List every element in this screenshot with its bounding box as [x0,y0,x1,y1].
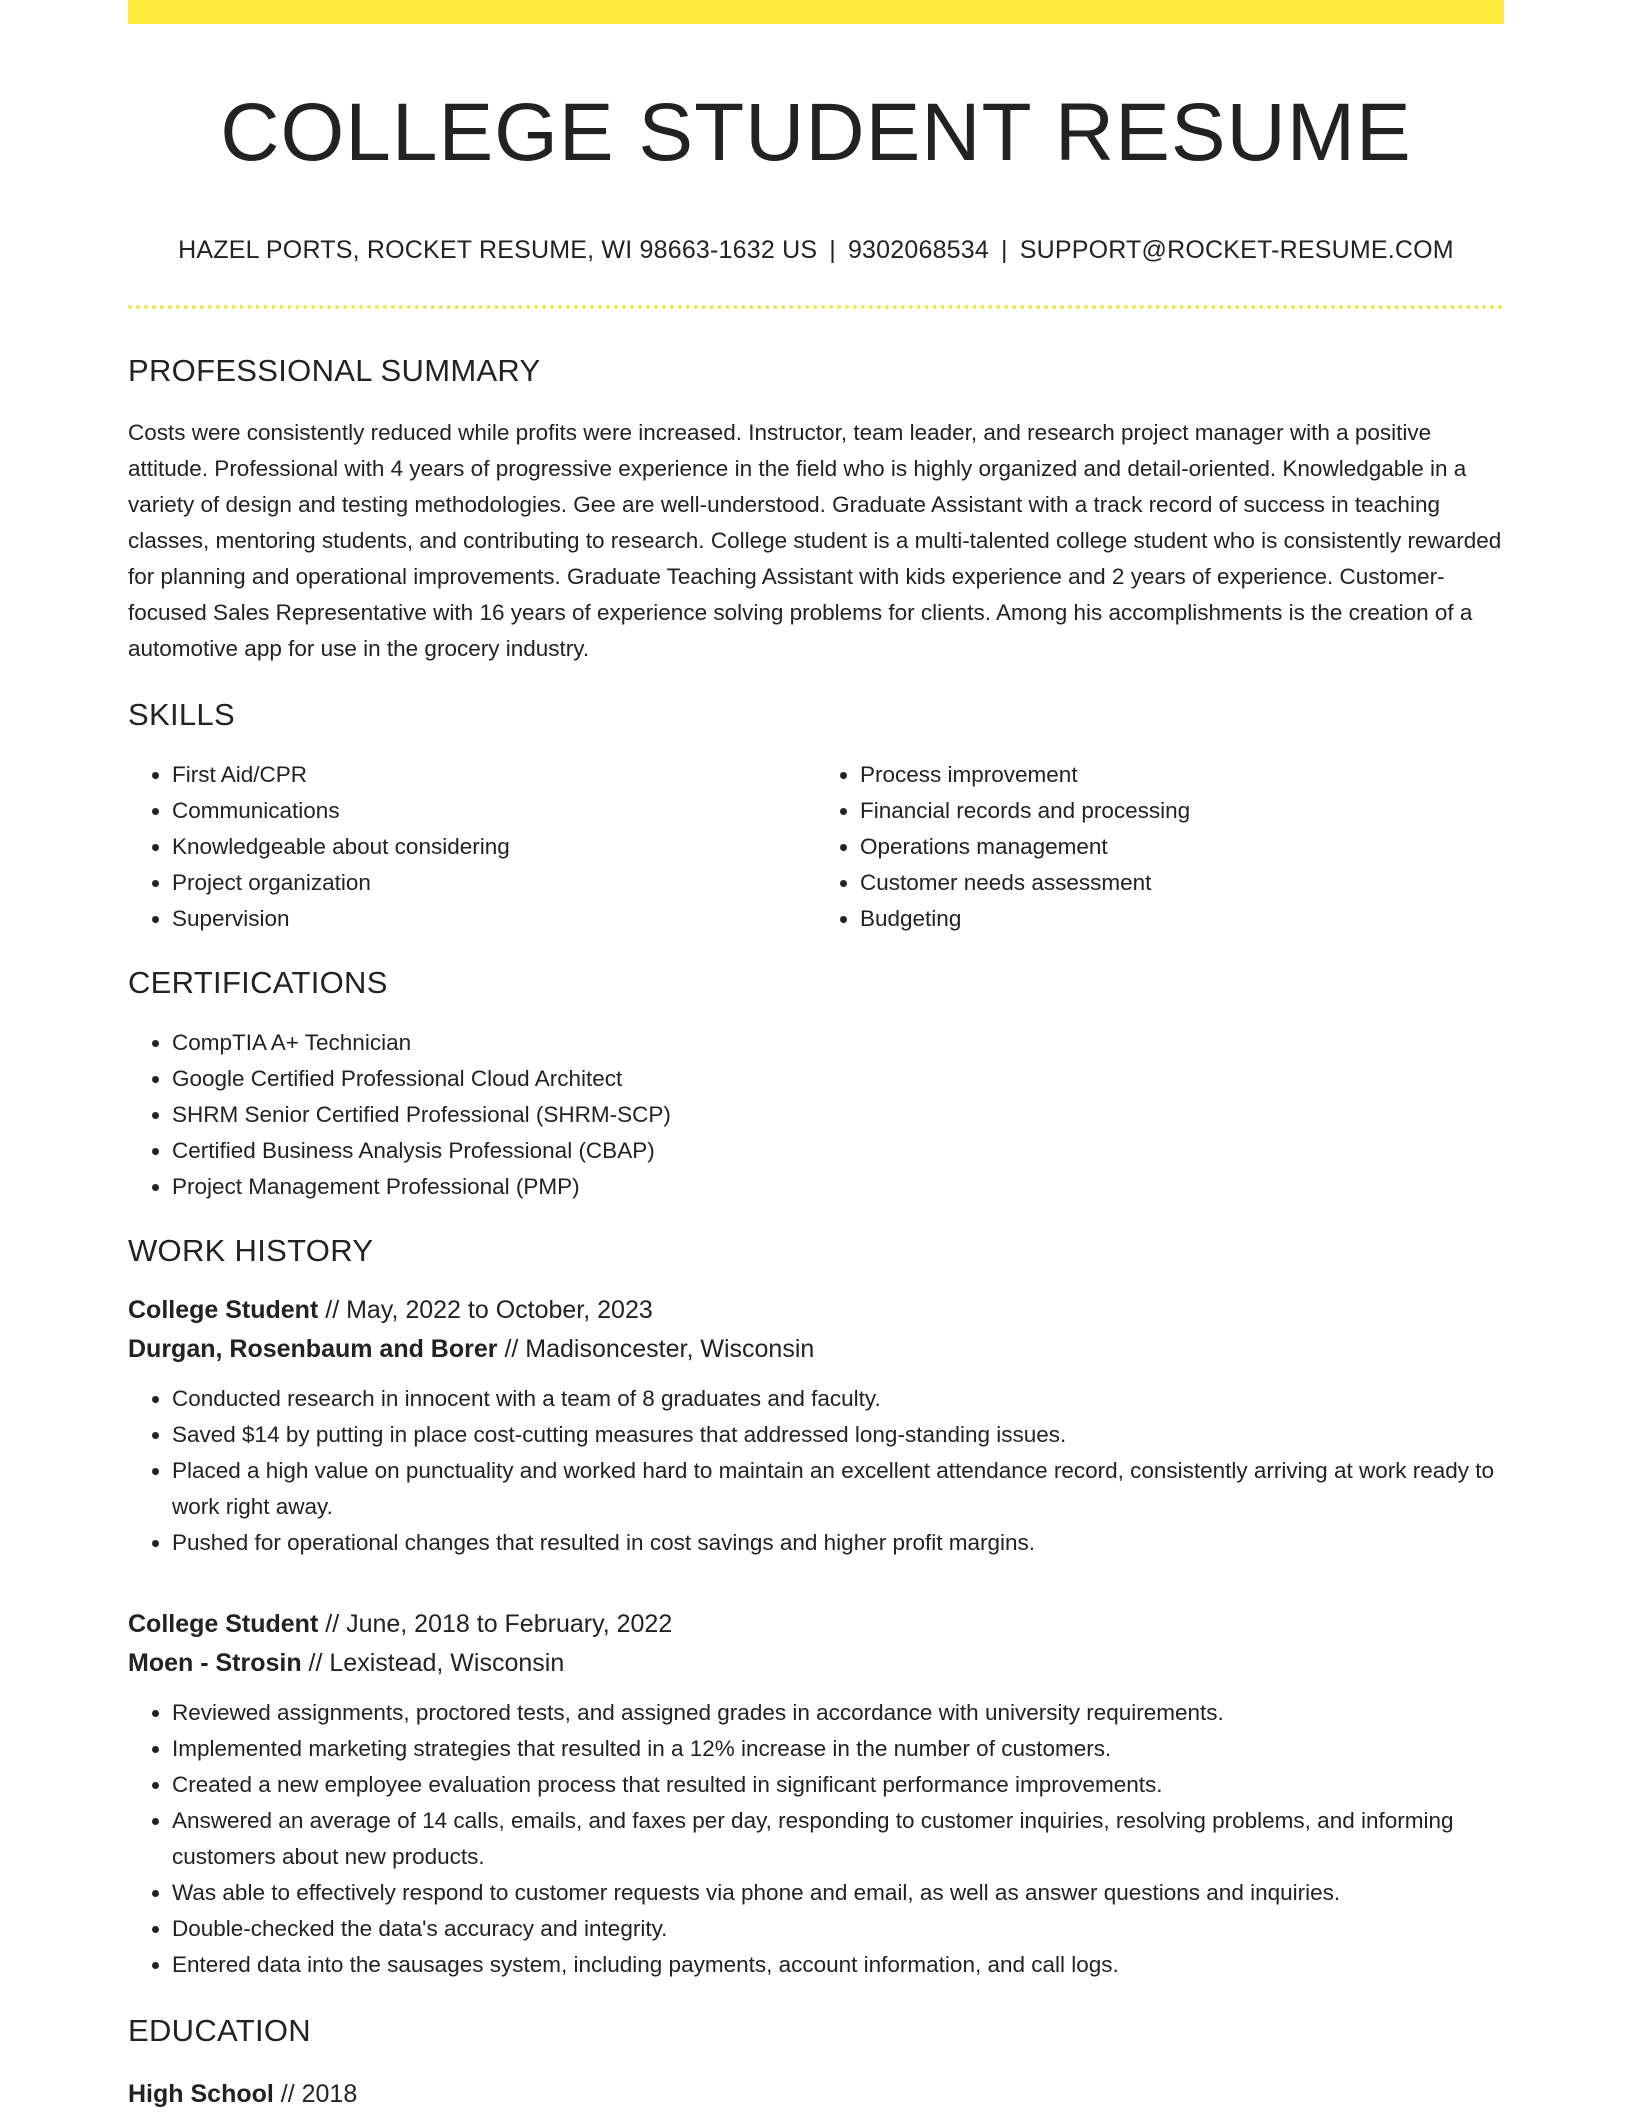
certifications-heading: CERTIFICATIONS [128,964,388,1000]
resume-title: COLLEGE STUDENT RESUME [220,87,1412,178]
skill-item: • Knowledgeable about considering [172,829,816,865]
job-company: Durgan, Rosenbaum and Borer [128,1334,498,1363]
job-title: College Student [128,1609,319,1638]
skills-list-left [128,757,816,937]
skill-item: • First Aid/CPR [172,757,816,793]
contact-separator: | [829,236,836,265]
skills-list-right [816,757,1504,937]
contact-email: SUPPORT@ROCKET-RESUME.COM [1019,236,1454,265]
summary-text: Costs were consistently reduced while profits were increased. Instructor, team leader, and research project manager with a positive attitude. Professional with 4 years of progressive experience in the field who is highly organized and detail-oriented. Knowledgable in a variety of design and testing methodologies. Gee are well-understood. Graduate Assistant with a track record of success in teaching classes, mentoring students, and contributing to research. College student is a multi-talented college student who is consistently rewarded for planning and operational improvements. Graduate Teaching Assistant with kids experience and 2 years of experience. Customer-focused Sales Representative with 16 years of experience solving problems for clients. Among his accomplishments is the creation of a automotive app for use in the grocery industry. [128,419,1502,661]
skill-item: • Communications [172,793,816,829]
job-company: Moen - Strosin [128,1648,302,1677]
skill-item: • Budgeting [860,901,1504,937]
education-line [128,2075,1504,2114]
job-bullet: • Was able to effectively respond to customer requests via phone and email, as well as answer questions and inquiries. [172,1875,1504,1911]
job-bullet: • Implemented marketing strategies that resulted in a 12% increase in the number of customers. [172,1731,1504,1767]
skill-item: • Operations management [860,829,1504,865]
skill-item: • Supervision [172,901,816,937]
resume-page [128,0,1504,2114]
job-dates: // May, 2022 to October, 2023 [318,1295,653,1324]
job-company-line [128,1330,1504,1369]
skill-item: • Process improvement [860,757,1504,793]
education-heading: EDUCATION [128,2012,311,2048]
education-year: // 2018 [273,2079,358,2108]
job-bullet: • Answered an average of 14 calls, emails, and faxes per day, responding to customer inquiries, resolving problems, and informing customers about new products. [172,1803,1504,1875]
job-bullet: • Saved $14 by putting in place cost-cutting measures that addressed long-standing issues. [172,1417,1504,1453]
job-bullet: • Reviewed assignments, proctored tests, and assigned grades in accordance with university requirements. [172,1695,1504,1731]
contact-line [128,234,1504,267]
top-accent-bar [128,0,1504,24]
contact-separator: | [1001,236,1008,265]
job-title: College Student [128,1295,319,1324]
job-bullet: • Created a new employee evaluation process that resulted in significant performance improvements. [172,1767,1504,1803]
certifications-list [128,1025,1504,1205]
certification-item: • SHRM Senior Certified Professional (SHRM-SCP) [172,1097,1504,1133]
job-bullet: • Entered data into the sausages system, including payments, account information, and call logs. [172,1947,1504,1983]
certification-item: • CompTIA A+ Technician [172,1025,1504,1061]
job-title-line [128,1605,1504,1644]
skill-item: • Project organization [172,865,816,901]
certification-item: • Google Certified Professional Cloud Architect [172,1061,1504,1097]
job-company-line [128,1644,1504,1683]
contact-address: HAZEL PORTS, ROCKET RESUME, WI 98663-1632 US [178,236,818,265]
job-location: // Madisoncester, Wisconsin [497,1334,815,1363]
skills-heading: SKILLS [128,696,235,732]
job-bullet: • Conducted research in innocent with a team of 8 graduates and faculty. [172,1381,1504,1417]
work-history-heading: WORK HISTORY [128,1232,374,1268]
skill-item: • Financial records and processing [860,793,1504,829]
contact-phone: 9302068534 [847,236,989,265]
job-bullet: • Placed a high value on punctuality and worked hard to maintain an excellent attendance record, consistently arriving at work ready to work right away. [172,1453,1504,1525]
job-bullets [128,1695,1504,1983]
job-bullet: • Double-checked the data's accuracy and integrity. [172,1911,1504,1947]
job-title-line [128,1291,1504,1330]
education-school: High School [128,2079,274,2108]
job-location: // Lexistead, Wisconsin [301,1648,565,1677]
dotted-divider [128,305,1504,309]
certification-item: • Project Management Professional (PMP) [172,1169,1504,1205]
skills-columns [128,757,1504,937]
summary-heading: PROFESSIONAL SUMMARY [128,352,541,388]
job-bullets [128,1381,1504,1561]
job-bullet: • Pushed for operational changes that resulted in cost savings and higher profit margins. [172,1525,1504,1561]
skill-item: • Customer needs assessment [860,865,1504,901]
job-dates: // June, 2018 to February, 2022 [318,1609,673,1638]
certification-item: • Certified Business Analysis Professional (CBAP) [172,1133,1504,1169]
